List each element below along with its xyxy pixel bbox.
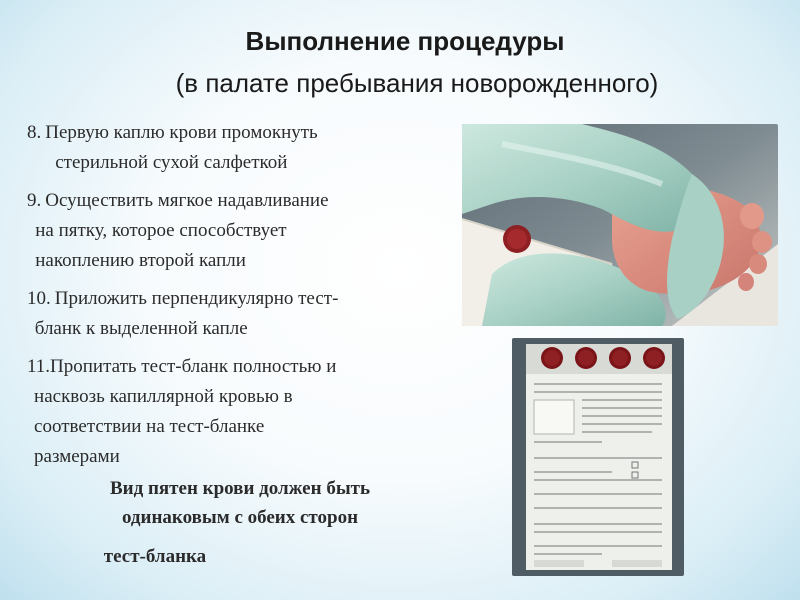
step-line: Осуществить мягкое надавливание <box>45 190 329 211</box>
note-line: одинаковым с обеих сторон <box>121 507 359 528</box>
test-card-photo <box>512 338 684 576</box>
step-text <box>35 186 447 276</box>
step-line: на пятку, которое способствует <box>35 220 287 241</box>
note-line: тест-бланка <box>103 546 207 567</box>
step-number: 9. <box>27 190 42 211</box>
step-line: Пропитать тест-бланк полностью и <box>50 356 337 377</box>
step-line: накоплению второй капли <box>35 250 246 271</box>
heel-sampling-photo <box>462 124 778 326</box>
step-line: Первую каплю крови промокнуть <box>45 122 318 143</box>
step-number: 10. <box>27 288 51 309</box>
step-line: размерами <box>34 446 120 467</box>
step-line: соответствии на тест-бланке <box>34 416 265 437</box>
step-line: стерильной сухой салфеткой <box>55 152 288 173</box>
step-item <box>27 186 447 276</box>
step-line: насквозь капиллярной кровью в <box>34 386 293 407</box>
slide-subtitle: (в палате пребывания новорожденного) <box>175 68 659 98</box>
step-item <box>27 284 447 344</box>
step-line: бланк к выделенной капле <box>34 318 248 339</box>
steps-list <box>27 118 447 480</box>
slide-title: Выполнение процедуры <box>245 26 565 56</box>
step-item <box>27 118 447 178</box>
step-item <box>27 352 447 472</box>
step-number: 8. <box>27 122 42 143</box>
step-line: Приложить перпендикулярно тест- <box>54 288 339 309</box>
note-line: Вид пятен крови должен быть <box>109 478 371 499</box>
step-text <box>41 118 447 178</box>
step-number: 11. <box>27 356 51 377</box>
